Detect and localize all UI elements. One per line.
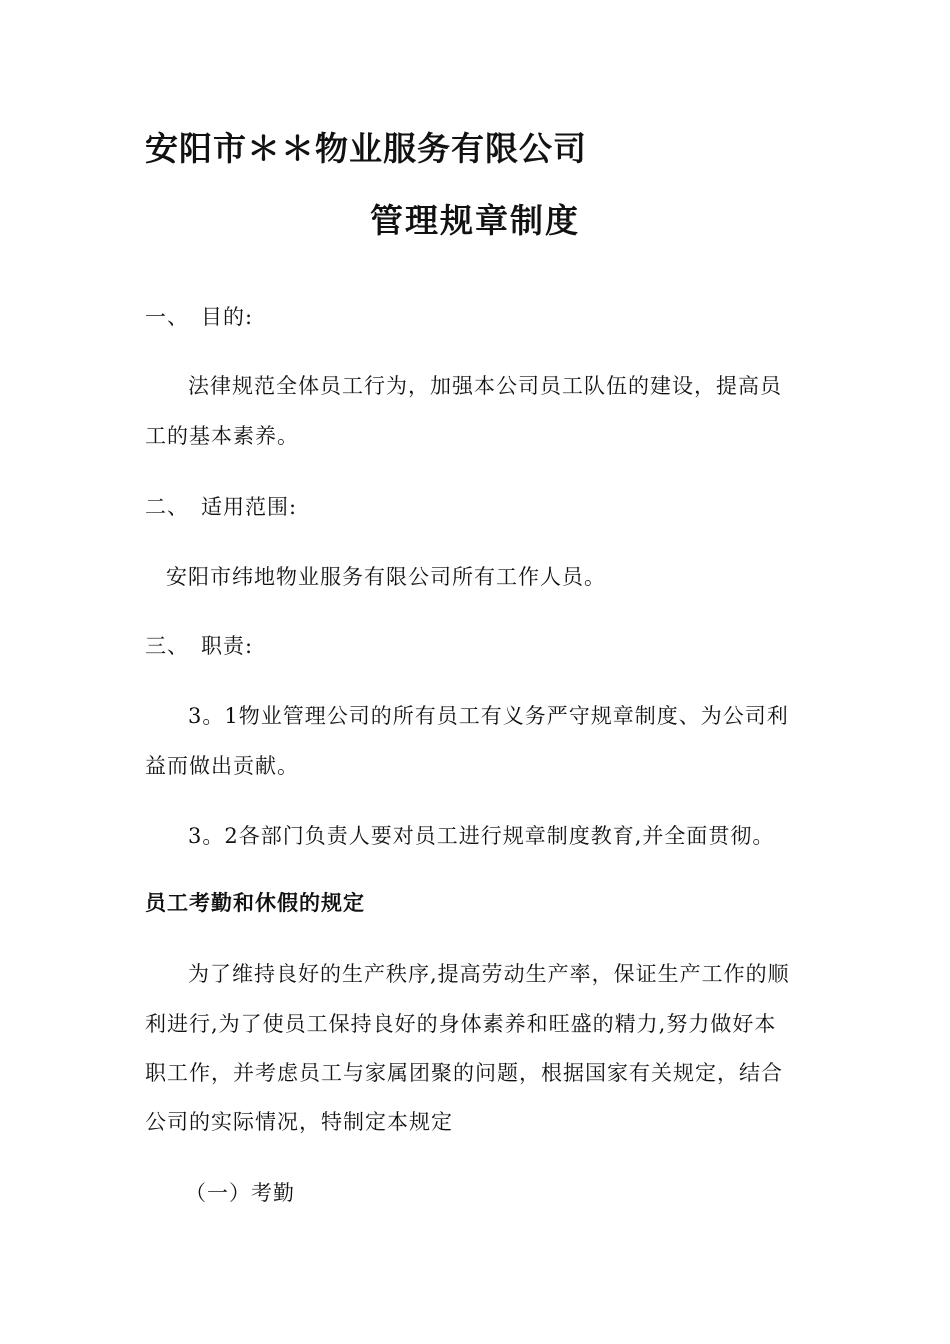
section-heading-scope [145, 493, 297, 521]
section-heading-text: 目的: [201, 305, 254, 329]
section-number: 二、 [145, 495, 189, 519]
document-subtitle: 管理规章制度 [370, 201, 580, 240]
paragraph-line: 3。2各部门负责人要对员工进行规章制度教育,并全面贯彻。 [188, 824, 775, 848]
section-heading-text: 职责: [201, 634, 254, 658]
section-heading-text: 适用范围: [201, 495, 298, 519]
subsection-heading-attendance: （一）考勤 [185, 1181, 295, 1205]
paragraph-line: 益而做出贡献。 [145, 754, 299, 778]
paragraph-line: 安阳市纬地物业服务有限公司所有工作人员。 [166, 565, 606, 589]
document-title: 安阳市＊＊物业服务有限公司 [145, 129, 587, 168]
paragraph-line: 为了维持良好的生产秩序,提高劳动生产率，保证生产工作的顺 [188, 962, 790, 986]
paragraph-line: 公司的实际情况，特制定本规定 [145, 1110, 453, 1134]
paragraph-line: 工的基本素养。 [145, 424, 299, 448]
section-heading-purpose [145, 303, 253, 331]
attendance-heading: 员工考勤和休假的规定 [145, 891, 365, 915]
paragraph-line: 3。1物业管理公司的所有员工有义务严守规章制度、为公司利 [188, 704, 789, 728]
paragraph-line: 利进行,为了使员工保持良好的身体素养和旺盛的精力,努力做好本 [145, 1012, 777, 1036]
section-number: 一、 [145, 305, 189, 329]
paragraph-line: 法律规范全体员工行为，加强本公司员工队伍的建设，提高员 [188, 374, 782, 398]
section-heading-duties [145, 632, 253, 660]
paragraph-line: 职工作，并考虑员工与家属团聚的问题，根据国家有关规定，结合 [145, 1061, 783, 1085]
section-number: 三、 [145, 634, 189, 658]
